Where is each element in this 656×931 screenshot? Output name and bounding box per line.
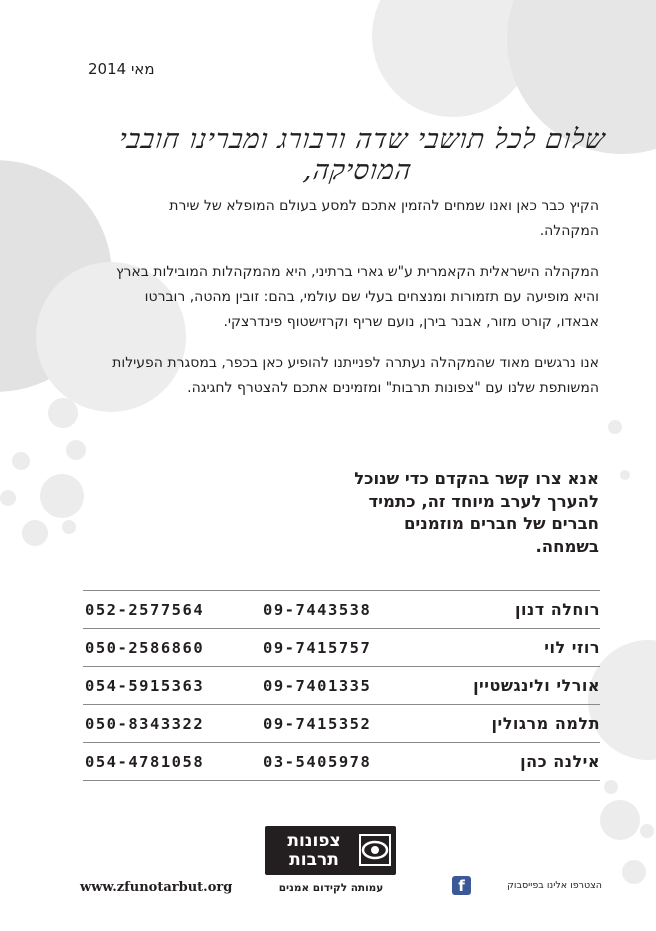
zfunot-tarbut-logo <box>263 826 399 876</box>
bg-dot <box>640 824 654 838</box>
contact-name: תלמה מרגולין <box>491 714 600 733</box>
logo-word: צפונות <box>287 831 341 851</box>
cta-line: להערך לערב מיוחד זה, כתמיד <box>368 491 599 511</box>
contact-row <box>83 629 600 667</box>
facebook-link[interactable] <box>452 876 602 898</box>
contact-name: רוחלה דנון <box>515 600 600 619</box>
contact-mobile: 052-2577564 <box>85 601 205 619</box>
contact-mobile: 054-4781058 <box>85 753 205 771</box>
contact-name: אורלי ולינגשטיין <box>473 676 600 695</box>
greeting-headline: שלום לכל תושבי שדה ורבורג ומברינו חובבי המוסיקה, <box>116 124 608 186</box>
paragraph: הקיץ כבר כאן ואנו שמחים להזמין אתכם למסע בעולם המופלא של שירת המקהלה. <box>169 198 599 239</box>
contact-row <box>83 743 600 781</box>
paragraph: המקהלה הישראלית הקאמרית ע"ש גארי ברתיני, היא מהמקהלות המובילות בארץ והיא מופיעה עם תזמורות ומנצחים בעלי שם עולמי, בהם: זובין מהטה, רוברטו אבאדו, קורט מזור, אבנר בירן, נועם שריף וקרזישטוף פינדרצקי. <box>115 264 599 330</box>
bg-dot <box>12 452 30 470</box>
contact-phone: 09-7443538 <box>263 601 372 619</box>
eye-icon <box>359 834 391 866</box>
contact-phone: 03-5405978 <box>263 753 372 771</box>
contact-phone: 09-7415757 <box>263 639 372 657</box>
letter-date: מאי 2014 <box>88 60 155 78</box>
bg-dot <box>620 470 630 480</box>
contact-row <box>83 591 600 629</box>
website-link[interactable]: www.zfunotarbut.org <box>80 880 233 895</box>
cta-line: בשמחה. <box>535 536 599 556</box>
bg-dot <box>608 420 622 434</box>
contact-row <box>83 667 600 705</box>
contact-phone: 09-7415352 <box>263 715 372 733</box>
bg-dot <box>40 474 84 518</box>
contact-mobile: 050-2586860 <box>85 639 205 657</box>
bg-dot <box>622 860 646 884</box>
contact-mobile: 050-8343322 <box>85 715 205 733</box>
bg-dot <box>604 780 618 794</box>
cta-line: אנא צרו קשר בהקדם כדי שנוכל <box>354 469 599 488</box>
contact-mobile: 054-5915363 <box>85 677 205 695</box>
letter-body <box>112 194 599 417</box>
paragraph: אנו נרגשים מאוד שהמקהלה נעתרה לפנייתנו להופיע כאן בכפר, במסגרת הפעילות המשותפת שלנו עם "צפונות תרבות" ומזמינים אתכם להצטרף לחגיגה. <box>112 355 599 396</box>
bg-dot <box>48 398 78 428</box>
contacts-table <box>83 590 600 781</box>
facebook-icon[interactable]: f <box>452 876 471 895</box>
call-to-action <box>318 468 599 558</box>
facebook-text: הצטרפו אלינו בפייסבוק <box>507 880 602 891</box>
bg-dot <box>600 800 640 840</box>
contact-name: רוזי לוי <box>544 638 600 657</box>
contact-phone: 09-7401335 <box>263 677 372 695</box>
bg-dot <box>62 520 76 534</box>
logo-word: תרבות <box>289 850 339 870</box>
bg-dot <box>22 520 48 546</box>
logo-tagline: עמותה לקידום אמנים <box>278 882 384 894</box>
contact-row <box>83 705 600 743</box>
bg-dot <box>0 490 16 506</box>
contact-name: אילנה כהן <box>520 752 600 771</box>
bg-dot <box>66 440 86 460</box>
cta-line: חברים של חברים מוזמנים <box>403 514 599 533</box>
